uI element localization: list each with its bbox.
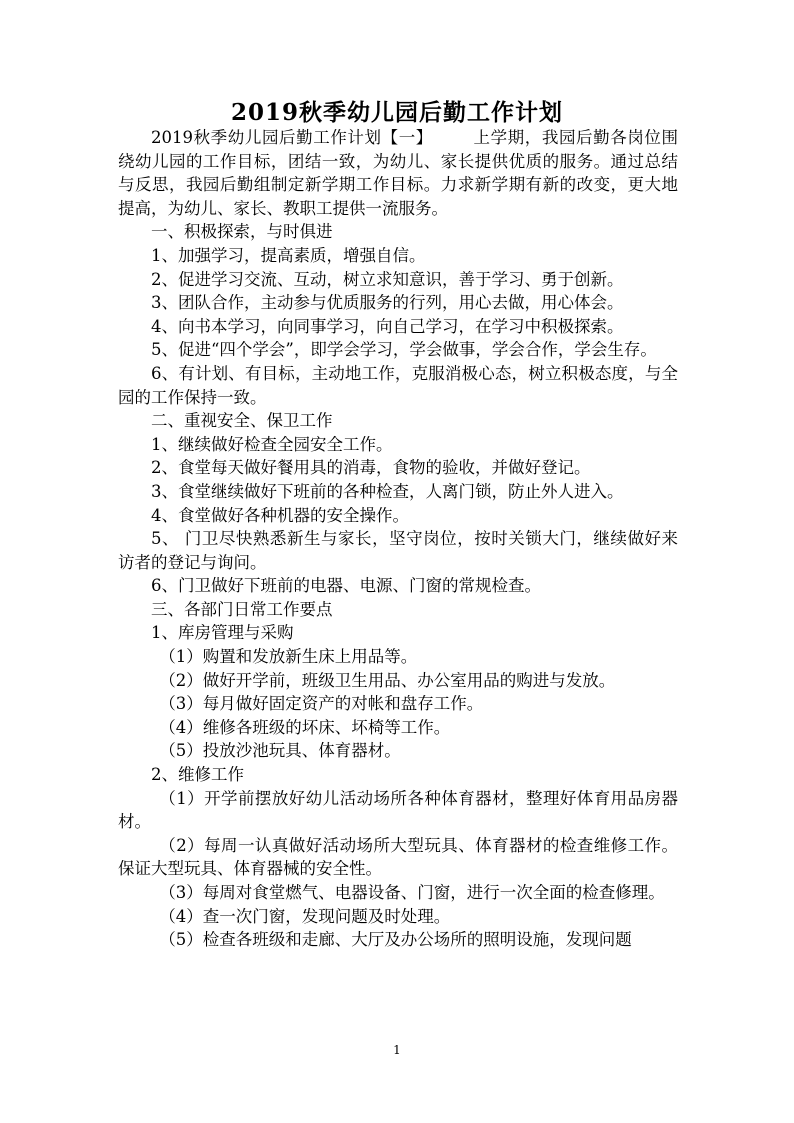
section-2-item-1: 1、继续做好检查全园安全工作。	[151, 434, 393, 454]
section-1-item-6: 6、有计划、有目标，主动地工作，克服消极心态，树立积极态度，与全园的工作保持一致。	[118, 363, 678, 407]
document-title: 2019秋季幼儿园后勤工作计划	[230, 99, 563, 126]
section-1-item-3: 3、团队合作，主动参与优质服务的行列，用心去做，用心体会。	[151, 293, 624, 313]
section-3-sub-1-item-1: （1）购置和发放新生床上用品等。	[159, 647, 418, 667]
section-1-item-1: 1、加强学习，提高素质，增强自信。	[151, 245, 426, 265]
section-1-item-2: 2、促进学习交流、互动，树立求知意识，善于学习、勇于创新。	[151, 269, 624, 289]
intro-paragraph	[118, 126, 678, 220]
section-2-heading: 二、重视安全、保卫工作	[151, 411, 333, 431]
section-3-sub-1-item-5: （5）投放沙池玩具、体育器材。	[159, 741, 401, 761]
page-number: 1	[393, 1043, 401, 1057]
section-3-sub-1-heading: 1、库房管理与采购	[151, 623, 294, 643]
section-3-sub-1-item-2: （2）做好开学前，班级卫生用品、办公室用品的购进与发放。	[159, 670, 616, 690]
document-body	[118, 126, 678, 952]
section-3-sub-2-item-2: （2）每周一认真做好活动场所大型玩具、体育器材的检查维修工作。保证大型玩具、体育器械的安全性。	[118, 835, 678, 879]
section-2-item-4: 4、食堂做好各种机器的安全操作。	[151, 505, 409, 525]
section-3-sub-1-item-4: （4）维修各班级的坏床、坏椅等工作。	[159, 717, 451, 737]
section-3-sub-2-item-3: （3）每周对食堂燃气、电器设备、门窗，进行一次全面的检查修理。	[159, 883, 665, 902]
section-3-sub-1-item-3: （3）每月做好固定资产的对帐和盘存工作。	[159, 694, 484, 714]
section-2-item-3: 3、食堂继续做好下班前的各种检查，人离门锁，防止外人进入。	[151, 481, 624, 501]
section-3-sub-2-item-5: （5）检查各班级和走廊、大厅及办公场所的照明设施，发现问题	[159, 930, 632, 950]
intro-text: 上学期，我园后勤各岗位围绕幼儿园的工作目标，团结一致，为幼儿、家长提供优质的服务。通过总结与反思，我园后勤组制定新学期工作目标。力求新学期有新的改变，更大地提高，为幼儿、家长、教职工提供一流服务。	[118, 128, 679, 218]
section-3-sub-2-heading: 2、维修工作	[151, 765, 244, 785]
intro-label: 2019秋季幼儿园后勤工作计划【一】	[151, 128, 433, 147]
section-3-sub-2-item-1: （1）开学前摆放好幼儿活动场所各种体育器材，整理好体育用品房器材。	[118, 788, 678, 832]
section-3-heading: 三、各部门日常工作要点	[151, 599, 333, 619]
section-1-item-4: 4、向书本学习，向同事学习，向自己学习，在学习中积极探索。	[151, 316, 624, 336]
section-2-item-2: 2、食堂每天做好餐用具的消毒，食物的验收，并做好登记。	[151, 458, 591, 478]
section-3-sub-2-item-4: （4）查一次门窗，发现问题及时处理。	[159, 906, 451, 926]
section-2-item-5: 5、 门卫尽快熟悉新生与家长，坚守岗位，按时关锁大门，继续做好来访者的登记与询问。	[118, 529, 678, 572]
section-2-item-6: 6、门卫做好下班前的电器、电源、门窗的常规检查。	[151, 576, 541, 596]
section-1-heading: 一、积极探索，与时俱进	[151, 222, 333, 242]
section-1-item-5: 5、促进“四个学会”，即学会学习，学会做事，学会合作，学会生存。	[151, 340, 657, 360]
